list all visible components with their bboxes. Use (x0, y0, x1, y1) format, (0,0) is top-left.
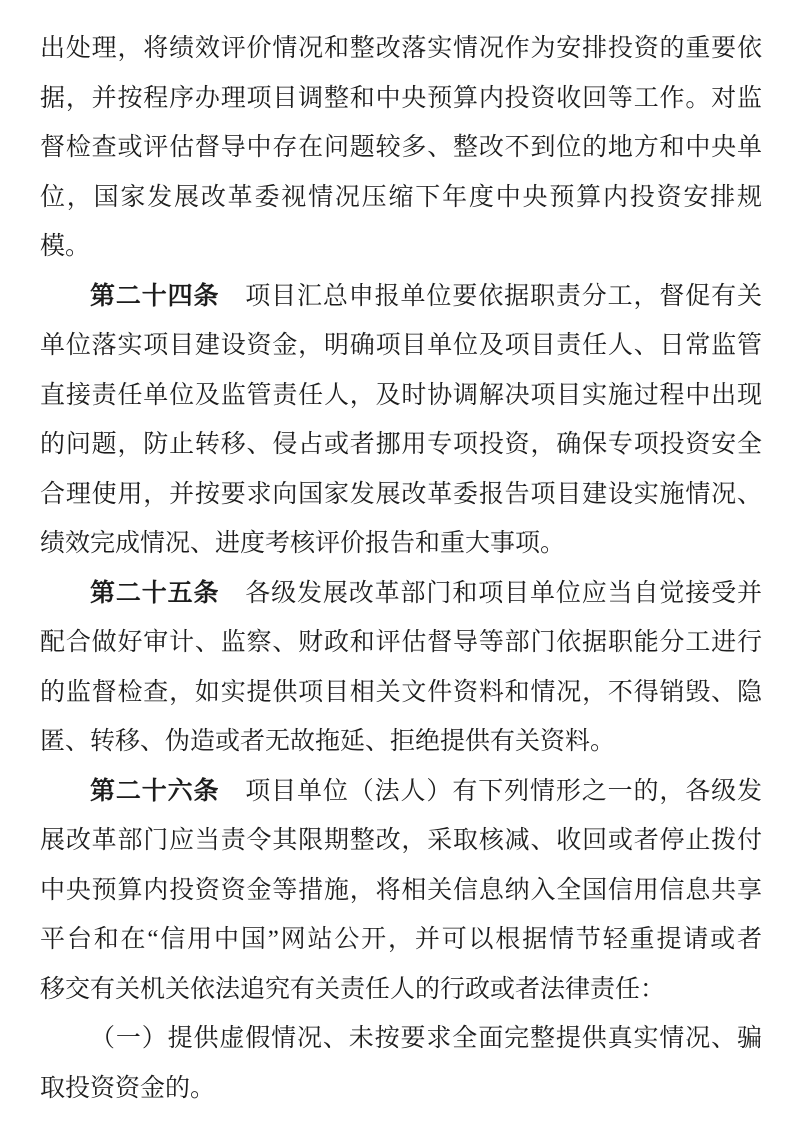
text-line: 展改革部门应当责令其限期整改，采取核减、收回或者停止拨付 (40, 827, 762, 854)
article-number: 第二十五条 (90, 579, 220, 607)
item-1-line: （一）提供虚假情况、未按要求全面完整提供真实情况、骗 (90, 1025, 762, 1052)
text-line: 配合做好审计、监察、财政和评估督导等部门依据职能分工进行 (40, 629, 762, 656)
text-line: 项目汇总申报单位要依据职责分工，督促有关 (219, 282, 762, 310)
text-line: 的问题，防止转移、侵占或者挪用专项投资，确保专项投资安全 (40, 431, 762, 458)
article-25-opening-line (40, 569, 762, 619)
text-line: 绩效完成情况、进度考核评价报告和重大事项。 (40, 530, 566, 557)
text-line: 出处理，将绩效评价情况和整改落实情况作为安排投资的重要依 (40, 35, 762, 62)
article-number: 第二十六条 (90, 777, 220, 805)
article-24-opening-line (40, 272, 762, 322)
text-line: 取投资资金的。 (40, 1074, 216, 1102)
text-line: 合理使用，并按要求向国家发展改革委报告项目建设实施情况、 (40, 480, 762, 508)
article-number: 第二十四条 (90, 282, 220, 310)
article-26-opening-line (40, 767, 762, 817)
text-line: 督检查或评估督导中存在问题较多、整改不到位的地方和中央单 (40, 134, 762, 161)
text-line: 据，并按程序办理项目调整和中央预算内投资收回等工作。对监 (40, 84, 762, 112)
text-line: 模。 (40, 233, 91, 260)
text-line: 直接责任单位及监管责任人，及时协调解决项目实施过程中出现 (40, 381, 762, 409)
text-line: 移交有关机关依法追究有关责任人的行政或者法律责任： (40, 975, 666, 1003)
text-line: 位，国家发展改革委视情况压缩下年度中央预算内投资安排规 (40, 183, 762, 211)
text-line: 平台和在“信用中国”网站公开，并可以根据情节轻重提请或者 (40, 926, 762, 953)
text-line: 匿、转移、伪造或者无故拖延、拒绝提供有关资料。 (40, 728, 616, 755)
text-line: 中央预算内投资资金等措施，将相关信息纳入全国信用信息共享 (40, 876, 762, 904)
text-line: 项目单位（法人）有下列情形之一的，各级发 (219, 777, 762, 805)
text-line: 单位落实项目建设资金，明确项目单位及项目责任人、日常监管 (40, 332, 762, 359)
text-line: 的监督检查，如实提供项目相关文件资料和情况，不得销毁、隐 (40, 678, 762, 706)
text-line: 各级发展改革部门和项目单位应当自觉接受并 (219, 579, 762, 607)
